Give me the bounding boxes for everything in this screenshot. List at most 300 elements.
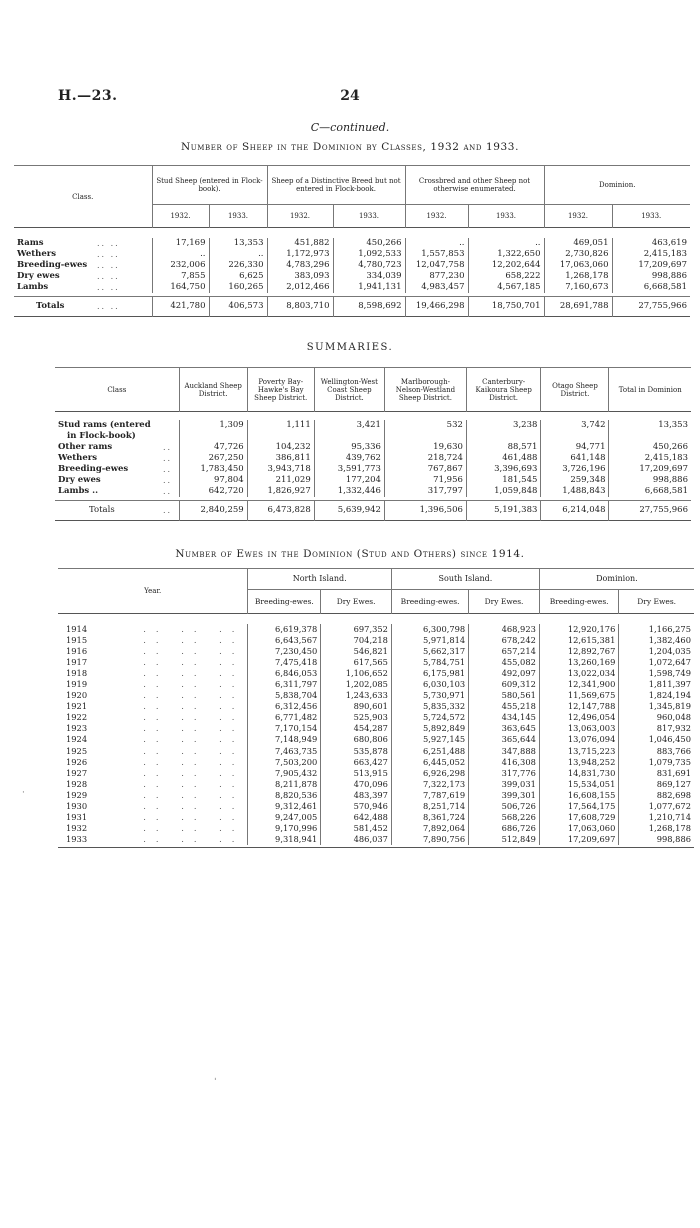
cell-value: 4,567,185 <box>468 282 544 293</box>
district-column-header: Canterbury-Kaikoura Sheep District. <box>466 368 540 412</box>
group-header: South Island. <box>391 569 539 590</box>
row-label: Wethers <box>17 248 57 259</box>
group-header: Dominion. <box>544 166 690 205</box>
cell-value: 7,463,735 <box>248 746 321 757</box>
year-column-header: 1933. <box>209 205 267 228</box>
year-label: 1930 <box>66 801 88 811</box>
cell-value: 697,352 <box>321 624 392 635</box>
cell-value: 7,892,064 <box>391 823 468 834</box>
year-label: 1926 <box>66 756 88 767</box>
cell-value: 2,415,183 <box>609 453 691 464</box>
total-value: 421,780 <box>152 297 209 317</box>
cell-value: 3,726,196 <box>541 464 609 475</box>
cell-value: 7,230,450 <box>248 646 321 657</box>
cell-value: 1,488,843 <box>541 486 609 497</box>
year-label: 1919 <box>66 678 88 689</box>
cell-value: 6,846,053 <box>248 668 321 679</box>
table-row <box>58 823 694 834</box>
table3-title: Number of Ewes in the Dominion (Stud and Others) since 1914. <box>175 548 525 560</box>
cell-value: 3,396,693 <box>466 464 540 475</box>
cell-value <box>384 431 466 442</box>
cell-value: 998,886 <box>612 271 690 282</box>
cell-value: 9,318,941 <box>248 834 321 845</box>
leader-dots <box>160 431 179 442</box>
cell-value: 568,226 <box>469 812 540 823</box>
cell-value: 1,826,927 <box>247 486 314 497</box>
sub-column-header: Breeding-ewes. <box>539 590 619 614</box>
row-label: Rams <box>17 237 44 248</box>
row-label: Dry ewes <box>17 270 60 281</box>
leader-dots: .. .. .. <box>143 767 245 778</box>
year-label: 1918 <box>66 667 88 678</box>
cell-value: 17,209,697 <box>609 464 691 475</box>
cell-value: 2,012,466 <box>267 282 333 293</box>
summaries-table <box>55 367 691 521</box>
leader-dots: .. .. .. <box>143 812 245 823</box>
cell-value: 7,905,432 <box>248 768 321 779</box>
year-label: 1920 <box>66 690 88 701</box>
year-label: 1932 <box>66 823 88 834</box>
year-label: 1915 <box>66 634 88 645</box>
cell-value: 686,726 <box>469 823 540 834</box>
leader-dots: .. .. .. <box>143 734 245 745</box>
cell-value: 890,601 <box>321 701 392 712</box>
total-value: 28,691,788 <box>544 297 612 317</box>
cell-value: 1,079,735 <box>619 757 694 768</box>
cell-value: 95,336 <box>314 442 384 453</box>
cell-value: 6,643,567 <box>248 635 321 646</box>
cell-value: 1,106,652 <box>321 668 392 679</box>
cell-value: 1,172,973 <box>267 249 333 260</box>
row-label: Other rams <box>58 441 113 452</box>
cell-value: 8,251,714 <box>391 801 468 812</box>
year-label: 1921 <box>66 701 88 712</box>
cell-value: 1,941,131 <box>333 282 405 293</box>
cell-value: 6,668,581 <box>612 282 690 293</box>
leader-dots: .. <box>162 464 173 474</box>
cell-value: 177,204 <box>314 475 384 486</box>
district-column-header: Otago Sheep District. <box>541 368 609 412</box>
cell-value: 12,147,788 <box>539 701 619 712</box>
cell-value: 6,030,103 <box>391 679 468 690</box>
cell-value: 14,831,730 <box>539 768 619 779</box>
cell-value: 869,127 <box>619 779 694 790</box>
cell-value: 8,820,536 <box>248 790 321 801</box>
page-number: 24 <box>340 88 360 104</box>
cell-value <box>541 431 609 442</box>
leader-dots: .. <box>162 442 173 452</box>
totals-row <box>14 297 690 317</box>
cell-value: 451,882 <box>267 238 333 249</box>
leader-dots: .. .. .. <box>143 634 245 645</box>
cell-value <box>609 431 691 442</box>
year-column-header: 1932. <box>405 205 468 228</box>
cell-value: 463,619 <box>612 238 690 249</box>
cell-value: 3,742 <box>541 420 609 431</box>
cell-value: 17,063,060 <box>544 260 612 271</box>
cell-value: 226,330 <box>209 260 267 271</box>
cell-value: 383,093 <box>267 271 333 282</box>
table-row <box>58 657 694 668</box>
cell-value: 5,662,317 <box>391 646 468 657</box>
cell-value: 365,644 <box>469 734 540 745</box>
row-label: Stud rams (entered <box>58 419 151 430</box>
row-label: Breeding-ewes <box>58 463 129 474</box>
year-label: 1922 <box>66 712 88 723</box>
cell-value: 1,243,633 <box>321 690 392 701</box>
cell-value <box>179 431 247 442</box>
table-row <box>14 282 690 293</box>
total-value: 5,191,383 <box>466 501 540 521</box>
cell-value: 1,268,178 <box>619 823 694 834</box>
cell-value: 218,724 <box>384 453 466 464</box>
cell-value: 642,720 <box>179 486 247 497</box>
leader-dots: .. .. .. <box>143 656 245 667</box>
cell-value: .. <box>152 249 209 260</box>
leader-dots: .. .. <box>97 302 120 311</box>
cell-value: 1,210,714 <box>619 812 694 823</box>
cell-value: 657,214 <box>469 646 540 657</box>
cell-value: 6,251,488 <box>391 746 468 757</box>
leader-dots: .. <box>162 453 173 463</box>
cell-value: 1,202,085 <box>321 679 392 690</box>
cell-value: 470,096 <box>321 779 392 790</box>
row-label: Lambs .. <box>58 485 99 496</box>
cell-value: 71,956 <box>384 475 466 486</box>
table-row <box>58 834 694 845</box>
totals-label: Totals <box>89 505 115 515</box>
sub-column-header: Dry Ewes. <box>619 590 694 614</box>
cell-value: 1,077,672 <box>619 801 694 812</box>
total-value: 6,214,048 <box>541 501 609 521</box>
cell-value: 13,715,223 <box>539 746 619 757</box>
table-row <box>55 475 691 486</box>
cell-value: 1,345,819 <box>619 701 694 712</box>
cell-value: 6,300,798 <box>391 624 468 635</box>
cell-value: 334,039 <box>333 271 405 282</box>
spacer-row <box>55 412 691 420</box>
total-value: 8,803,710 <box>267 297 333 317</box>
leader-dots: .. .. .. <box>143 801 245 811</box>
district-column-header: Marlborough-Nelson-Westland Sheep District. <box>384 368 466 412</box>
cell-value: 617,565 <box>321 657 392 668</box>
cell-value: 492,097 <box>469 668 540 679</box>
continued-heading: C—continued. <box>310 121 390 134</box>
cell-value: 12,202,644 <box>468 260 544 271</box>
class-header: Class <box>107 385 127 394</box>
cell-value: 642,488 <box>321 812 392 823</box>
cell-value: 399,301 <box>469 790 540 801</box>
year-label: 1917 <box>66 656 88 667</box>
cell-value: 486,037 <box>321 834 392 845</box>
spacer-row <box>14 228 690 238</box>
cell-value: 882,698 <box>619 790 694 801</box>
cell-value: 259,348 <box>541 475 609 486</box>
cell-value: 570,946 <box>321 801 392 812</box>
table2-title: SUMMARIES. <box>306 342 394 353</box>
cell-value: 317,776 <box>469 768 540 779</box>
leader-dots: .. <box>162 506 173 515</box>
cell-value: 680,806 <box>321 734 392 745</box>
total-value: 27,755,966 <box>609 501 691 521</box>
table-row <box>58 746 694 757</box>
leader-dots: .. .. .. <box>143 667 245 678</box>
cell-value: 960,048 <box>619 712 694 723</box>
cell-value: 104,232 <box>247 442 314 453</box>
sheep-by-classes-table <box>14 165 690 317</box>
cell-value: 450,266 <box>333 238 405 249</box>
cell-value: 704,218 <box>321 635 392 646</box>
table-row <box>55 442 691 453</box>
year-label: 1924 <box>66 734 88 745</box>
cell-value: 7,475,418 <box>248 657 321 668</box>
cell-value: 1,046,450 <box>619 734 694 745</box>
district-column-header: Auckland Sheep District. <box>179 368 247 412</box>
cell-value: 17,063,060 <box>539 823 619 834</box>
table-row <box>58 690 694 701</box>
cell-value: 7,322,173 <box>391 779 468 790</box>
leader-dots: .. .. .. <box>143 701 245 712</box>
cell-value: 3,421 <box>314 420 384 431</box>
district-column-header: Total in Dominion <box>609 368 691 412</box>
year-label: 1923 <box>66 723 88 734</box>
cell-value: 434,145 <box>469 712 540 723</box>
cell-value: 1,322,650 <box>468 249 544 260</box>
cell-value: 4,780,723 <box>333 260 405 271</box>
cell-value: 6,926,298 <box>391 768 468 779</box>
cell-value: 17,209,697 <box>612 260 690 271</box>
cell-value: .. <box>209 249 267 260</box>
cell-value: 1,166,275 <box>619 624 694 635</box>
row-label: Breeding-ewes <box>17 259 88 270</box>
table-row <box>55 464 691 475</box>
cell-value: 12,615,381 <box>539 635 619 646</box>
cell-value: 211,029 <box>247 475 314 486</box>
year-column-header: 1932. <box>544 205 612 228</box>
cell-value: 7,160,673 <box>544 282 612 293</box>
table-row <box>55 486 691 497</box>
cell-value: 5,724,572 <box>391 712 468 723</box>
cell-value: 3,943,718 <box>247 464 314 475</box>
table1-title: Number of Sheep in the Dominion by Classes, 1932 and 1933. <box>180 141 520 153</box>
table-row <box>58 679 694 690</box>
cell-value: 455,218 <box>469 701 540 712</box>
cell-value: 9,247,005 <box>248 812 321 823</box>
cell-value: 439,762 <box>314 453 384 464</box>
cell-value: 6,445,052 <box>391 757 468 768</box>
year-column-header: 1933. <box>468 205 544 228</box>
leader-dots: .. .. .. <box>143 778 245 789</box>
sub-column-header: Dry Ewes. <box>321 590 392 614</box>
cell-value: 580,561 <box>469 690 540 701</box>
cell-value: 13,353 <box>209 238 267 249</box>
cell-value: 883,766 <box>619 746 694 757</box>
cell-value: 6,625 <box>209 271 267 282</box>
cell-value: .. <box>468 238 544 249</box>
table-row <box>58 646 694 657</box>
cell-value: 1,783,450 <box>179 464 247 475</box>
cell-value: 1,309 <box>179 420 247 431</box>
cell-value: 17,169 <box>152 238 209 249</box>
class-header: Class. <box>72 192 94 201</box>
cell-value: 1,598,749 <box>619 668 694 679</box>
cell-value: 88,571 <box>466 442 540 453</box>
cell-value: 13,353 <box>609 420 691 431</box>
cell-value: 17,209,697 <box>539 834 619 845</box>
cell-value <box>466 431 540 442</box>
row-label: in Flock-book) <box>67 430 136 441</box>
group-header: North Island. <box>248 569 392 590</box>
cell-value: 1,111 <box>247 420 314 431</box>
cell-value: 513,915 <box>321 768 392 779</box>
table1-header <box>14 166 690 228</box>
group-header: Crossbred and other Sheep not otherwise enumerated. <box>405 166 544 205</box>
table2-header <box>55 368 691 412</box>
cell-value: 877,230 <box>405 271 468 282</box>
cell-value: 7,855 <box>152 271 209 282</box>
cell-value: 317,797 <box>384 486 466 497</box>
table-row <box>58 790 694 801</box>
ewes-since-1914-table <box>58 568 694 848</box>
table-row <box>58 701 694 712</box>
cell-value: 5,971,814 <box>391 635 468 646</box>
cell-value: 1,092,533 <box>333 249 405 260</box>
cell-value: 1,332,446 <box>314 486 384 497</box>
cell-value: 8,211,878 <box>248 779 321 790</box>
sub-column-header: Breeding-ewes. <box>391 590 468 614</box>
cell-value: 512,849 <box>469 834 540 845</box>
cell-value: 6,312,456 <box>248 701 321 712</box>
cell-value: 4,783,296 <box>267 260 333 271</box>
cell-value: 5,730,971 <box>391 690 468 701</box>
cell-value: 1,204,035 <box>619 646 694 657</box>
cell-value: 12,920,176 <box>539 624 619 635</box>
total-value: 5,639,942 <box>314 501 384 521</box>
cell-value: 998,886 <box>609 475 691 486</box>
leader-dots: .. .. .. <box>143 678 245 689</box>
cell-value: 1,072,647 <box>619 657 694 668</box>
leader-dots: .. <box>162 475 173 485</box>
cell-value: 94,771 <box>541 442 609 453</box>
group-header: Dominion. <box>539 569 694 590</box>
cell-value: 347,888 <box>469 746 540 757</box>
table-row <box>58 812 694 823</box>
cell-value: 164,750 <box>152 282 209 293</box>
cell-value: 663,427 <box>321 757 392 768</box>
cell-value <box>247 431 314 442</box>
cell-value: 97,804 <box>179 475 247 486</box>
year-label: 1931 <box>66 812 88 823</box>
cell-value: 15,534,051 <box>539 779 619 790</box>
cell-value: 767,867 <box>384 464 466 475</box>
cell-value: 658,222 <box>468 271 544 282</box>
cell-value: 13,022,034 <box>539 668 619 679</box>
cell-value: 532 <box>384 420 466 431</box>
leader-dots: .. .. .. <box>143 834 245 845</box>
cell-value: 998,886 <box>619 834 694 845</box>
cell-value: 609,312 <box>469 679 540 690</box>
cell-value: 817,932 <box>619 723 694 734</box>
total-value: 8,598,692 <box>333 297 405 317</box>
sub-column-header: Breeding-ewes. <box>248 590 321 614</box>
cell-value: 386,811 <box>247 453 314 464</box>
margin-mark: · <box>22 788 25 798</box>
cell-value: 831,691 <box>619 768 694 779</box>
district-column-header: Poverty Bay-Hawke's Bay Sheep District. <box>247 368 314 412</box>
cell-value: 7,170,154 <box>248 723 321 734</box>
year-label: 1929 <box>66 789 88 800</box>
cell-value: 5,892,849 <box>391 723 468 734</box>
cell-value: 469,051 <box>544 238 612 249</box>
row-label: Dry ewes <box>58 474 101 485</box>
table-row <box>14 260 690 271</box>
cell-value: 1,811,397 <box>619 679 694 690</box>
cell-value: 12,047,758 <box>405 260 468 271</box>
year-label: 1933 <box>66 834 88 845</box>
year-label: 1928 <box>66 778 88 789</box>
cell-value: 7,890,756 <box>391 834 468 845</box>
table-row <box>58 624 694 635</box>
cell-value: 12,341,900 <box>539 679 619 690</box>
cell-value: 506,726 <box>469 801 540 812</box>
cell-value: 6,668,581 <box>609 486 691 497</box>
leader-dots: .. .. .. <box>143 723 245 734</box>
table-row <box>58 723 694 734</box>
leader-dots: .. .. .. <box>143 645 245 656</box>
total-value: 1,396,506 <box>384 501 466 521</box>
cell-value: 3,238 <box>466 420 540 431</box>
row-label: Lambs <box>17 281 49 292</box>
table-row <box>55 431 691 442</box>
cell-value: 641,148 <box>541 453 609 464</box>
cell-value: 16,608,155 <box>539 790 619 801</box>
cell-value: 399,031 <box>469 779 540 790</box>
cell-value: 5,835,332 <box>391 701 468 712</box>
cell-value: 232,006 <box>152 260 209 271</box>
year-label: 1914 <box>66 623 88 634</box>
cell-value: 450,266 <box>609 442 691 453</box>
cell-value: 8,361,724 <box>391 812 468 823</box>
leader-dots: .. .. .. <box>143 623 245 634</box>
cell-value: 160,265 <box>209 282 267 293</box>
table-row <box>58 734 694 745</box>
totals-label: Totals <box>36 301 65 311</box>
table-row <box>58 801 694 812</box>
cell-value: 468,923 <box>469 624 540 635</box>
cell-value: 3,591,773 <box>314 464 384 475</box>
cell-value: 2,415,183 <box>612 249 690 260</box>
cell-value: 6,311,797 <box>248 679 321 690</box>
cell-value: 1,059,848 <box>466 486 540 497</box>
total-value: 19,466,298 <box>405 297 468 317</box>
table-row <box>55 420 691 431</box>
table-row <box>58 635 694 646</box>
totals-row <box>55 501 691 521</box>
table3-header <box>58 569 694 614</box>
table-row <box>58 779 694 790</box>
leader-dots: .. .. .. <box>143 745 245 756</box>
table-row <box>14 271 690 282</box>
year-column-header: 1933. <box>612 205 690 228</box>
year-label: 1916 <box>66 645 88 656</box>
group-header: Sheep of a Distinctive Breed but not entered in Flock-book. <box>267 166 405 205</box>
leader-dots: .. .. <box>97 260 120 270</box>
cell-value: 525,903 <box>321 712 392 723</box>
cell-value: 546,821 <box>321 646 392 657</box>
cell-value: 7,503,200 <box>248 757 321 768</box>
cell-value: 483,397 <box>321 790 392 801</box>
cell-value: 461,488 <box>466 453 540 464</box>
